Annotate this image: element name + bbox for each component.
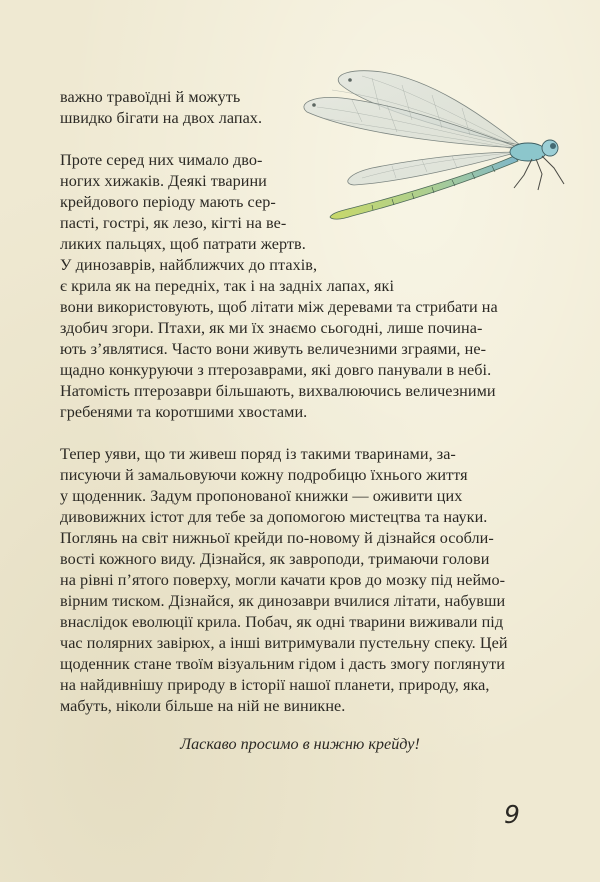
dragonfly-head xyxy=(542,140,558,156)
text-line: здобич згори. Птахи, як ми їх знаємо сьогодні, лише почина- xyxy=(60,319,483,337)
dragonfly-legs xyxy=(514,156,564,190)
text-line: мабуть, ніколи більше на ній не виникне. xyxy=(60,697,346,715)
text-line: внаслідок еволюції крила. Побач, як одні тварини виживали під xyxy=(60,613,504,631)
text-line: Поглянь на світ нижньої крейди по-новому й дізнайся особли- xyxy=(60,529,494,547)
text-line: вірним тиском. Дізнайся, як динозаври вчилися літати, набувши xyxy=(60,592,506,610)
text-line: швидко бігати на двох лапах. xyxy=(60,109,263,127)
text-line: вості кожного виду. Дізнайся, як завроподи, тримаючи голови xyxy=(60,550,490,568)
text-line: є крила як на передніх, так і на задніх лапах, які xyxy=(60,277,394,295)
dragonfly-illustration xyxy=(292,60,582,235)
wing-spot xyxy=(348,78,352,82)
text-line: важно травоїдні й можуть xyxy=(60,88,241,106)
dragonfly-eye xyxy=(550,143,556,149)
text-line: дивовижних істот для тебе за допомогою мистецтва та науки. xyxy=(60,508,488,526)
text-line: ють з’являтися. Часто вони живуть величезними зграями, не- xyxy=(60,340,487,358)
text-line: ликих пальцях, щоб патрати жертв. xyxy=(60,235,306,253)
text-line: Натомість птерозаври більшають, вихвалюючись величезними xyxy=(60,382,496,400)
text-line: час полярних завірюх, а інші витримували пустельну спеку. Цей xyxy=(60,634,508,652)
text-line: Проте серед них чимало дво- xyxy=(60,151,263,169)
dragonfly-thorax xyxy=(510,143,546,161)
wing-spot xyxy=(312,103,316,107)
page-number: 9 xyxy=(504,800,520,829)
text-line: на рівні п’ятого поверху, могли качати кров до мозку під неймо- xyxy=(60,571,506,589)
text-line: вони використовують, щоб літати між деревами та стрибати на xyxy=(60,298,498,316)
text-line: щоденник стане твоїм візуальним гідом і дасть змогу поглянути xyxy=(60,655,505,673)
text-line: писуючи й замальовуючи кожну подробицю їхнього життя xyxy=(60,466,468,484)
text-line: У динозаврів, найближчих до птахів, xyxy=(60,256,318,274)
text-line: ногих хижаків. Деякі тварини xyxy=(60,172,267,190)
text-line: Тепер уяви, що ти живеш поряд із такими тваринами, за- xyxy=(60,445,456,463)
text-line: у щоденник. Задум пропонованої книжки — оживити цих xyxy=(60,487,463,505)
text-line: крейдового періоду мають сер- xyxy=(60,193,276,211)
text-line: пасті, гострі, як лезо, кігті на ве- xyxy=(60,214,287,232)
text-line: гребенями та коротшими хвостами. xyxy=(60,403,308,421)
text-line: на найдивнішу природу в історії нашої планети, природу, яка, xyxy=(60,676,490,694)
welcome-closing-line: Ласкаво просимо в нижню крейду! xyxy=(180,735,420,753)
text-line: щадно конкуруючи з птерозаврами, які довго панували в небі. xyxy=(60,361,492,379)
